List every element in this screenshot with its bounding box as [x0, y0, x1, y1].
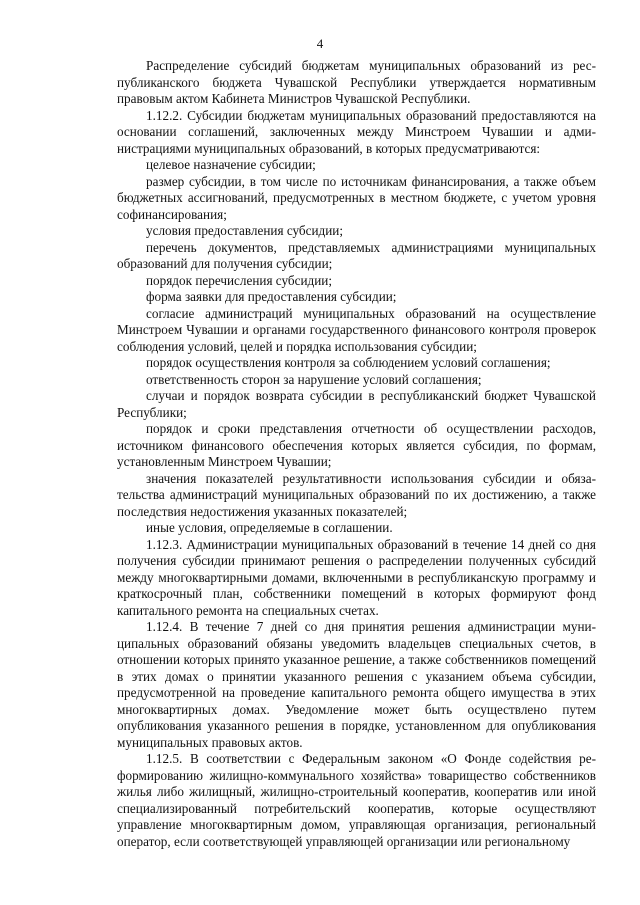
list-item-responsibility: ответственность сторон за нарушение условий соглашения;: [146, 371, 482, 387]
paragraph-1-12-2: 1.12.2. Субсидии бюджетам муниципальных образований предоставляются на основании соглашений, заключенных между Минстроем Чувашии и администрациями муниципальных образований, в которых предусматриваются:: [117, 107, 596, 156]
list-item-reporting: порядок и сроки представления отчетности об осуществлении расходов, источником финансового обеспечения которых является субсидия, по формам, установленным Минстроем Чувашии;: [117, 421, 596, 469]
list-item-application-form: форма заявки для предоставления субсидии;: [146, 289, 397, 304]
paragraph-1-12-4: 1.12.4. В течение 7 дней со дня принятия решения администрации муниципальных образований обязаны уведомить владельцев специальных счетов, в отношении которых принято указанное решение, а также собственников помещений в этих домах о принятии указанного решения с указанием объема субсидии, предусмотренной на проведение капитального ремонта общего имущества в этих многоквартирных домах. Уведомление может быть осуществлено путем опубликования указанного решения в порядке, установленном для опубликования муниципальных правовых актов.: [117, 619, 596, 750]
list-item-other-conditions: иные условия, определяемые в соглашении.: [146, 520, 393, 535]
list-item-amount: размер субсидии, в том числе по источникам финансирования, а также объем бюджетных ассигнований, предусмотренных в местном бюджете, с учетом уровня софинансирования;: [117, 173, 596, 222]
list-item-conditions: условия предоставления субсидии;: [146, 223, 344, 238]
list-item-documents: перечень документов, представляемых администрациями муниципальных образований для получения субсидии;: [117, 239, 596, 271]
page-number: 4: [316, 36, 324, 51]
list-item-control-procedure: порядок осуществления контроля за соблюдением условий соглашения;: [146, 355, 551, 370]
list-item-transfer-procedure: порядок перечисления субсидии;: [146, 272, 333, 288]
paragraph-1-12-3: 1.12.3. Администрации муниципальных образований в течение 14 дней со дня получения субсидии принимают решения о распределении полученных субсидий между многоквартирными домами, включенными в республиканскую программу и краткосрочный план, собственники помещений в которых формируют фонд капитального ремонта на специальных счетах.: [117, 536, 596, 618]
paragraph-1-12-5: 1.12.5. В соответствии с Федеральным законом «О Фонде содействия реформированию жилищно-коммунального хозяйства» товарищество собственников жилья либо жилищный, жилищно-строительный кооператив, кооператив или иной специализированный потребительский кооператив, которые осуществляют управление многоквартирным домом, управляющая организация, региональный оператор, если соответствующей управляющей организации или региональному: [117, 751, 596, 849]
list-item-return: случаи и порядок возврата субсидии в республиканский бюджет Чувашской Республики;: [117, 388, 596, 420]
paragraph-subsidy-distribution: Распределение субсидий бюджетам муниципальных образований из республиканского бюджета Чувашской Республики утверждается нормативным правовым актом Кабинета Министров Чувашской Республики.: [117, 58, 596, 106]
list-item-purpose: целевое назначение субсидии;: [146, 157, 316, 172]
list-item-consent-audits: согласие администраций муниципальных образований на осуществление Минстроем Чувашии и органами государственного финансового контроля проверок соблюдения условий, целей и порядка использования субсидии;: [117, 305, 596, 354]
list-item-indicators: значения показателей результативности использования субсидии и обязательства администраций муниципальных образований по их достижению, а также последствия недостижения указанных показателей;: [117, 470, 596, 519]
document-body: [117, 58, 596, 850]
